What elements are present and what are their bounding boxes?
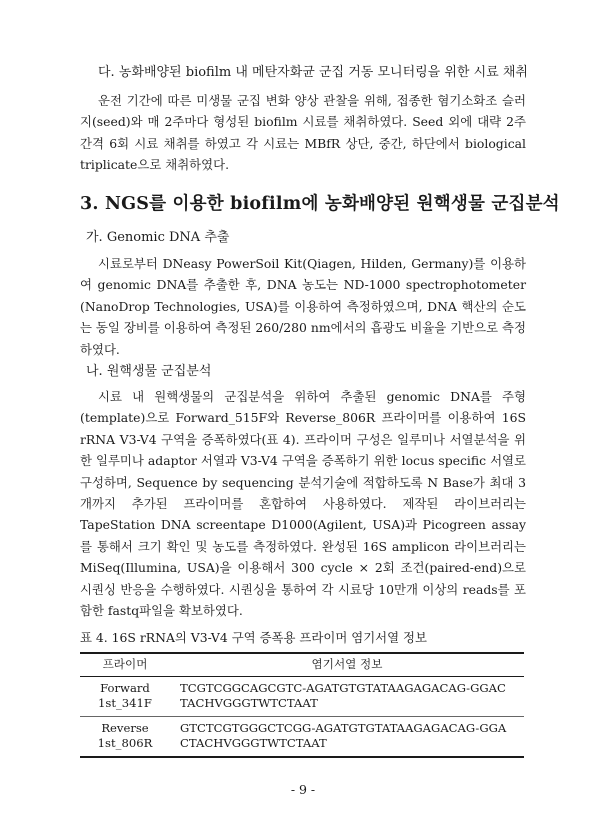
- primer-name-line2: 1st_806R: [97, 736, 153, 750]
- section-da-title: 다. 농화배양된 biofilm 내 메탄자화균 군집 거동 모니터링을 위한 시료 채취: [98, 65, 528, 80]
- primer-name-line2: 1st_341F: [98, 696, 152, 710]
- section-na-paragraph: [80, 386, 526, 621]
- header-primer: 프라이머: [102, 657, 148, 671]
- table-row: [80, 676, 524, 716]
- section-heading: 3. NGS를 이용한 biofilm에 농화배양된 원핵생물 군집분석: [80, 194, 560, 214]
- primer-seq-line1: GTCTCGTGGGCTCGG-AGATGTGTATAAGAGACAG-GGA: [180, 720, 507, 735]
- primer-name-line1: Reverse: [101, 720, 149, 735]
- section-ga-title: 가. Genomic DNA 추출: [86, 230, 230, 245]
- table-row: [80, 716, 524, 757]
- primer-name-cell: [80, 676, 170, 716]
- primer-sequence-cell: [170, 676, 524, 716]
- primer-seq-line2: TACHVGGGTWTCTAAT: [180, 696, 318, 710]
- section-na-text: 시료 내 원핵생물의 군집분석을 위하여 추출된 genomic DNA를 주형(template)으로 Forward_515F와 Reverse_806R 프라이머를 이용하여 16S rRNA V3-V4 구역을 증폭하였다(표 4). 프라이머 구성은 일루미나 서열분석을 위한 일루미나 adaptor 서열과 V3-V4 구역을 증폭하기 위한 locus specific 서열로 구성하며, Sequence by sequencing 분석기술에 적합하도록 N Base가 최대 3개까지 추가된 프라이머를 혼합하여 사용하였다. 제작된 라이브러리는 TapeStation DNA screentape D1000(Agilent, USA)과 Picogreen assay를 통해서 크기 확인 및 농도를 측정하였다. 완성된 16S amplicon 라이브러리는 MiSeq(Illumina, USA)을 이용해서 300 cycle × 2회 조건(paired-end)으로 시퀀싱 반응을 수행하였다. 시퀀싱을 통하여 각 시료당 10만개 이상의 reads를 포함한 fastq파일을 확보하였다.: [80, 389, 526, 619]
- section-ga-text: 시료로부터 DNeasy PowerSoil Kit(Qiagen, Hilden, Germany)를 이용하여 genomic DNA를 추출한 후, DNA 농도는 ND-1000 spectrophotometer (NanoDrop Technologies, USA)를 이용하여 측정하였으며, DNA 핵산의 순도는 동일 장비를 이용하여 측정된 260/280 nm에서의 흡광도 비율을 기반으로 측정하였다.: [80, 256, 526, 357]
- primer-seq-line1: TCGTCGGCAGCGTC-AGATGTGTATAAGAGACAG-GGAC: [180, 680, 506, 695]
- primer-name-cell: [80, 716, 170, 757]
- table-header-row: [80, 653, 524, 676]
- primer-table: [80, 652, 524, 758]
- page-number: - 9 -: [290, 782, 316, 797]
- table-caption: 표 4. 16S rRNA의 V3-V4 구역 증폭용 프라이머 염기서열 정보: [80, 630, 427, 645]
- primer-sequence-cell: [170, 716, 524, 757]
- section-da-text: 운전 기간에 따른 미생물 군집 변화 양상 관찰을 위해, 접종한 혐기소화조 슬러지(seed)와 매 2주마다 형성된 biofilm 시료를 채취하였다. Seed 외에 대략 2주 간격 6회 시료 채취를 하였고 각 시료는 MBfR 상단, 중간, 하단에서 biological triplicate으로 채취하였다.: [80, 93, 526, 173]
- header-sequence: 염기서열 정보: [311, 657, 383, 671]
- primer-seq-line2: CTACHVGGGTWTCTAAT: [180, 736, 327, 750]
- section-ga-paragraph: [80, 253, 526, 360]
- section-da-paragraph: [80, 90, 526, 176]
- section-na-title: 나. 원핵생물 군집분석: [86, 364, 212, 379]
- primer-name-line1: Forward: [100, 680, 150, 695]
